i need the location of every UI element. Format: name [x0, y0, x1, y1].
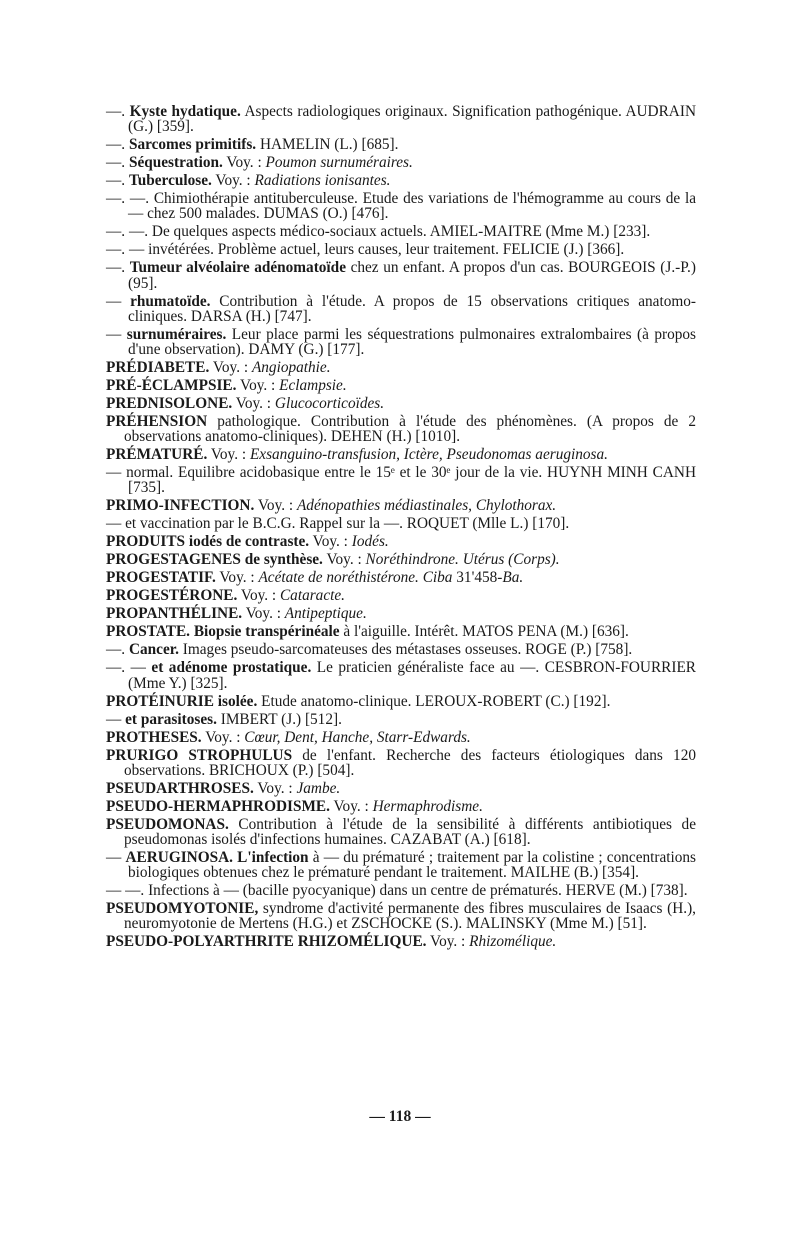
entry-text: Voy. :	[222, 154, 266, 172]
cross-reference: Poumon surnuméraires.	[265, 154, 413, 172]
entry-text: —. —. Chimiothérapie antituberculeuse. Etude des variations de l'hémogramme au cours de la — chez 500 malades. DUMAS (O.) [476].	[106, 190, 696, 223]
entry-text: — normal. Equilibre acidobasique entre le 15ᵉ et le 30ᵉ jour de la vie. HUYNH MINH CANH [735].	[106, 464, 696, 497]
entry-text: Voy. :	[201, 728, 245, 746]
index-subentry	[106, 242, 696, 257]
entry-text: Leur place parmi les séquestrations pulmonaires extralombaires (à propos d'une observation). DAMY (G.) [177].	[128, 325, 697, 359]
entry-text: —	[106, 292, 131, 310]
entry-keyword: PSEUDO-POLYARTHRITE RHIZOMÉLIQUE.	[106, 933, 427, 951]
entry-keyword: surnuméraires.	[126, 325, 227, 343]
index-heading-entry	[106, 817, 696, 847]
entry-keyword: PROGESTÉRONE.	[106, 587, 238, 605]
cross-reference: Glucocorticoïdes.	[274, 395, 385, 413]
entry-keyword: PROGESTAGENES de synthèse.	[106, 551, 323, 569]
entry-text: —.	[106, 259, 130, 277]
index-subentry	[106, 191, 696, 221]
index-heading-entry	[106, 360, 696, 375]
index-subentry	[106, 294, 696, 324]
entry-text: Voy. :	[237, 587, 280, 605]
index-heading-entry	[106, 694, 696, 709]
entry-text: —.	[106, 154, 129, 172]
index-subentry	[106, 173, 696, 188]
entry-keyword: Sarcomes primitifs.	[128, 136, 257, 154]
entry-text: Voy. :	[211, 172, 255, 190]
cross-reference: Ba.	[502, 569, 524, 587]
cross-reference: Iodés.	[351, 533, 389, 551]
entry-keyword: PROSTATE. Biopsie transpérinéale	[106, 623, 340, 641]
cross-reference: Radiations ionisantes.	[254, 172, 391, 190]
index-heading-entry	[106, 606, 696, 621]
entry-text: IMBERT (J.) [512].	[216, 710, 342, 728]
entry-text: — et vaccination par le B.C.G. Rappel sur la —. ROQUET (Mlle L.) [170].	[106, 515, 570, 533]
index-subentry	[106, 516, 696, 531]
entry-keyword: PROTHESES.	[106, 728, 202, 746]
index-subentry	[106, 327, 696, 357]
index-heading-entry	[106, 934, 696, 949]
cross-reference: Eclampsie.	[279, 377, 347, 395]
entry-keyword: rhumatoïde.	[130, 292, 211, 310]
entry-keyword: PRÉ-ÉCLAMPSIE.	[106, 377, 237, 395]
cross-reference: Antipeptique.	[284, 605, 367, 623]
entry-text: Etude anatomo-clinique. LEROUX-ROBERT (C.) [192].	[257, 692, 611, 710]
index-heading-entry	[106, 901, 696, 931]
entry-keyword: PROPANTHÉLINE.	[106, 605, 243, 623]
entry-keyword: Cancer.	[128, 641, 179, 659]
index-subentry	[106, 660, 696, 690]
entry-text: Contribution à l'étude de la sensibilité à différents antibiotiques de pseudomonas isolés d'infections humaines. CAZABAT (A.) [618].	[124, 815, 696, 849]
entry-text: —. —	[106, 659, 152, 677]
index-subentry	[106, 224, 696, 239]
entry-keyword: AERUGINOSA. L'infection	[125, 849, 309, 867]
entry-keyword: et parasitoses.	[125, 710, 217, 728]
index-subentry	[106, 883, 696, 898]
entry-keyword: PRÉMATURÉ.	[106, 446, 208, 464]
entry-text: Voy. :	[309, 533, 352, 551]
cross-reference: Rhizomélique.	[469, 933, 557, 951]
entry-text: —.	[106, 172, 129, 190]
entry-text: Contribution à l'étude. A propos de 15 observations critiques anatomo-cliniques. DARSA (H.) [747].	[128, 292, 697, 325]
cross-reference: Adénopathies médiastinales, Chylothorax.	[296, 497, 557, 515]
index-subentry	[106, 104, 696, 134]
entry-keyword: PSEUDOMONAS.	[106, 815, 229, 833]
entry-keyword: PRURIGO STROPHULUS	[106, 746, 293, 764]
index-subentry	[106, 155, 696, 170]
entry-text: Voy. :	[322, 551, 366, 569]
index-heading-entry	[106, 414, 696, 444]
entry-text: — —. Infections à — (bacille pyocyanique) dans un centre de prématurés. HERVE (M.) [738].	[106, 882, 688, 900]
entry-text: Voy. :	[242, 605, 285, 623]
index-heading-entry	[106, 396, 696, 411]
entry-keyword: PROGESTATIF.	[106, 569, 216, 587]
index-heading-entry	[106, 534, 696, 549]
entry-text: 31'458-	[452, 569, 503, 587]
entry-text: à — du prématuré ; traitement par la colistine ; concentrations biologiques obtenues chez le prématuré pendant le traitement. MAILHE (B.) [354].	[128, 849, 697, 882]
entry-text: Voy. :	[426, 933, 470, 951]
cross-reference: Jambe.	[296, 779, 341, 797]
entry-text: —.	[106, 136, 129, 154]
entry-text: Voy. :	[236, 377, 280, 395]
entry-text: Le praticien généraliste face au —. CESBRON-FOURRIER (Mme Y.) [325].	[128, 659, 696, 692]
entry-text: Voy. :	[209, 359, 252, 377]
entry-keyword: PRÉHENSION	[106, 413, 208, 431]
entry-keyword: PREDNISOLONE.	[106, 395, 233, 413]
entry-text: à l'aiguille. Intérêt. MATOS PENA (M.) [636].	[339, 623, 629, 641]
entry-text: —.	[106, 103, 130, 120]
index-subentry	[106, 260, 696, 290]
entry-text: Voy. :	[232, 395, 275, 413]
entry-keyword: Tumeur alvéolaire adénomatoïde	[129, 259, 346, 277]
entry-text: Images pseudo-sarcomateuses des métastases osseuses. ROGE (P.) [758].	[178, 641, 633, 659]
index-heading-entry	[106, 570, 696, 585]
index-heading-entry	[106, 378, 696, 393]
entry-text: pathologique. Contribution à l'étude des phénomènes. (A propos de 2 observations anatomo-cliniques). DEHEN (H.) [1010].	[124, 413, 696, 446]
index-subentry	[106, 712, 696, 727]
entry-keyword: PRIMO-INFECTION.	[106, 497, 255, 515]
cross-reference: Exsanguino-transfusion, Ictère, Pseudonomas aeruginosa.	[249, 446, 608, 464]
entry-keyword: PSEUDOMYOTONIE,	[106, 900, 259, 918]
entry-text: HAMELIN (L.) [685].	[256, 136, 399, 154]
page-number: — 118 —	[369, 1108, 431, 1125]
entry-text: —. — invétérées. Problème actuel, leurs causes, leur traitement. FELICIE (J.) [366].	[106, 241, 625, 259]
entry-text: chez un enfant. A propos d'un cas. BOURGEOIS (J.-P.) (95].	[128, 259, 696, 292]
index-heading-entry	[106, 447, 696, 462]
entry-keyword: PSEUDO-HERMAPHRODISME.	[106, 797, 330, 815]
entry-text: —	[106, 325, 127, 343]
entry-keyword: PSEUDARTHROSES.	[106, 779, 254, 797]
index-heading-entry	[106, 748, 696, 778]
entry-text: Aspects radiologiques originaux. Signification pathogénique. AUDRAIN (G.) [359].	[128, 103, 696, 136]
entry-keyword: Tuberculose.	[128, 172, 212, 190]
entry-text: —.	[106, 641, 129, 659]
entry-text: —. —. De quelques aspects médico-sociaux actuels. AMIEL-MAITRE (Mme M.) [233].	[106, 223, 651, 241]
index-heading-entry	[106, 498, 696, 513]
cross-reference: Noréthindrone. Utérus (Corps).	[365, 551, 560, 569]
index-subentry	[106, 850, 696, 880]
index-heading-entry	[106, 624, 696, 639]
entry-text: —	[106, 710, 126, 728]
entry-keyword: PRODUITS iodés de contraste.	[106, 533, 310, 551]
index-subentry	[106, 465, 696, 495]
entry-text: —	[106, 849, 126, 867]
index-heading-entry	[106, 781, 696, 796]
entry-text: Voy. :	[215, 569, 259, 587]
entry-text: Voy. :	[329, 797, 373, 815]
index-heading-entry	[106, 552, 696, 567]
entry-text: Voy. :	[254, 497, 297, 515]
entry-keyword: et adénome prostatique.	[151, 659, 312, 677]
entry-keyword: Séquestration.	[128, 154, 223, 172]
index-subentry	[106, 642, 696, 657]
cross-reference: Cœur, Dent, Hanche, Starr-Edwards.	[244, 728, 471, 746]
cross-reference: Angiopathie.	[251, 359, 331, 377]
entry-text: Voy. :	[253, 779, 297, 797]
entry-keyword: PRÉDIABETE.	[106, 359, 210, 377]
entry-keyword: Kyste hydatique.	[129, 103, 241, 120]
entry-keyword: PROTÉINURIE isolée.	[106, 692, 258, 710]
index-column	[106, 104, 696, 952]
entry-text: syndrome d'activité permanente des fibres musculaires de Isaacs (H.), neuromyotonie de Mertens (H.G.) et ZSCHOCKE (S.). MALINSKY (Mme M.) [51].	[124, 900, 696, 933]
index-heading-entry	[106, 799, 696, 814]
entry-text: de l'enfant. Recherche des facteurs étiologiques dans 120 observations. BRICHOUX (P.) [504].	[124, 746, 696, 779]
cross-reference: Acétate de noréthistérone. Ciba	[258, 569, 453, 587]
cross-reference: Cataracte.	[279, 587, 345, 605]
index-heading-entry	[106, 730, 696, 745]
cross-reference: Hermaphrodisme.	[372, 797, 483, 815]
entry-text: Voy. :	[207, 446, 250, 464]
index-subentry	[106, 137, 696, 152]
index-heading-entry	[106, 588, 696, 603]
